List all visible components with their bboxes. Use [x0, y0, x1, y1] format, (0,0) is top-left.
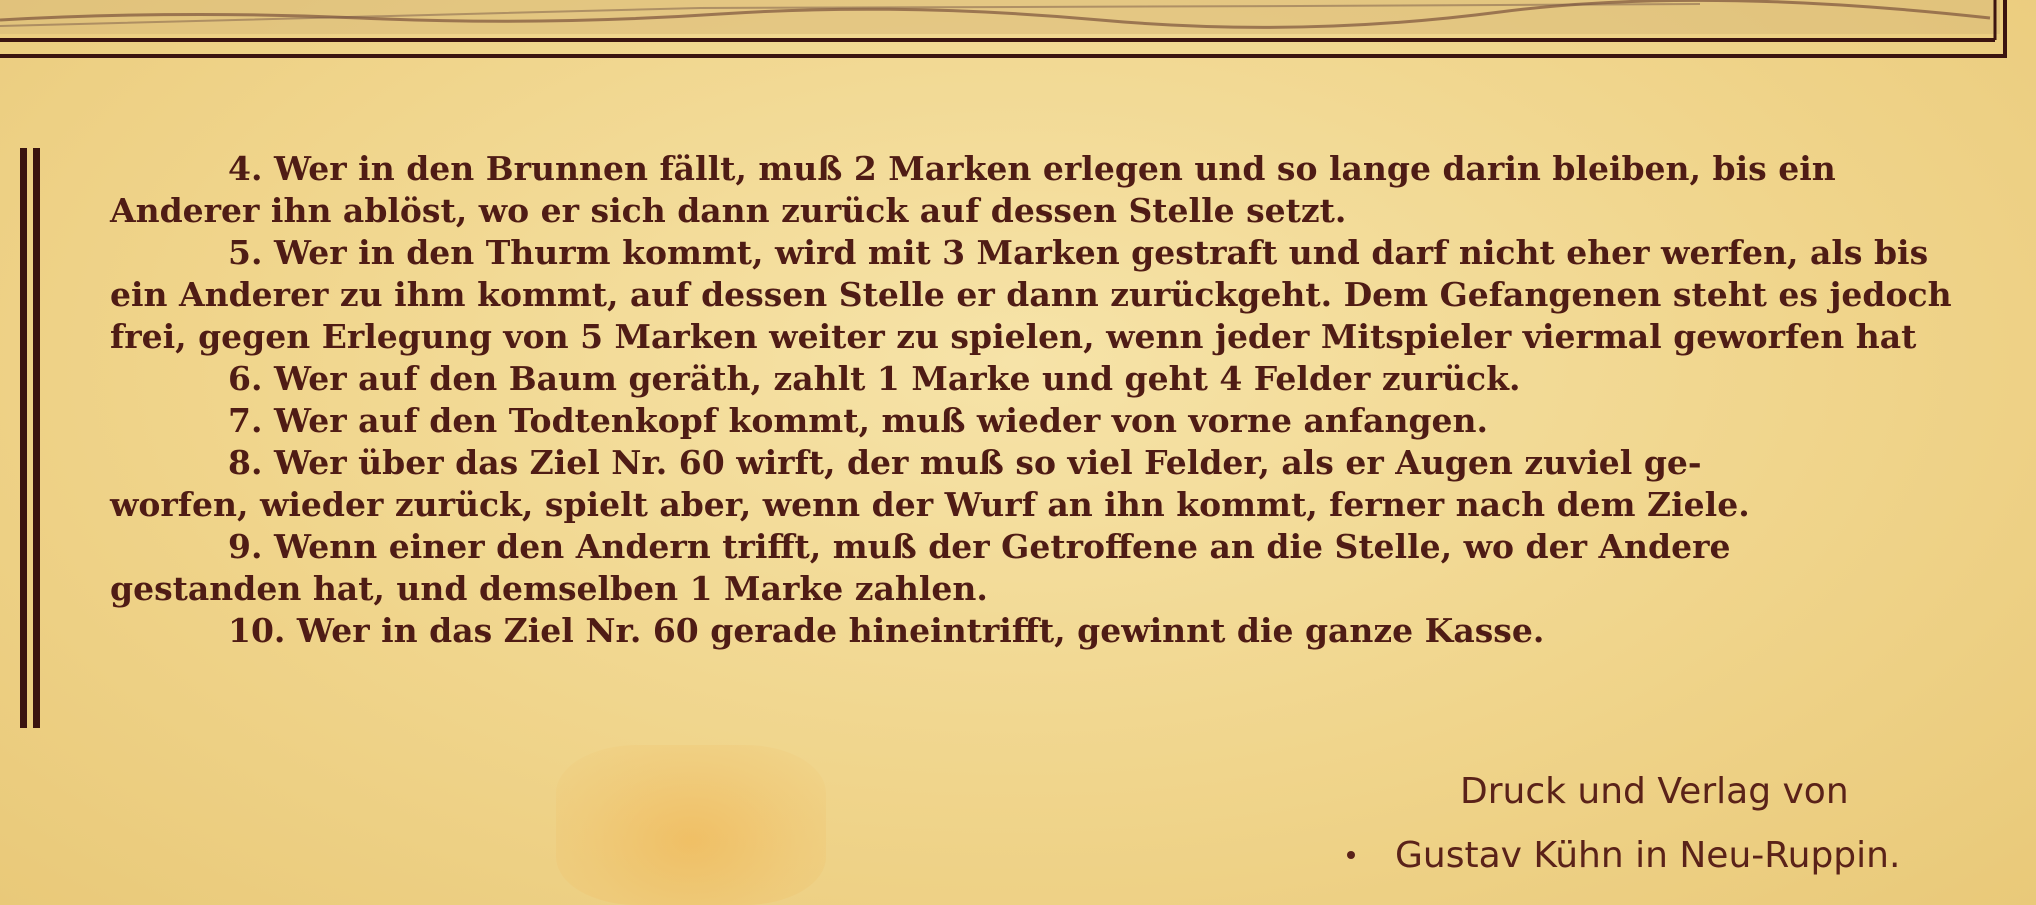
imprint-line-2-text: Gustav Kühn in Neu-Ruppin.: [1395, 835, 1901, 876]
rule-4-line-1: 4. Wer in den Brunnen fällt, muß 2 Marken erlegen und so lange darin bleiben, bis ein: [228, 149, 1836, 188]
top-illustration-border: [0, 0, 2036, 40]
imprint-line-1: Druck und Verlag von: [1460, 771, 1849, 812]
paper-stain: [556, 745, 826, 905]
left-double-rule: [20, 148, 44, 728]
imprint-line-2: [1395, 824, 1955, 888]
bullet-dot: [1347, 851, 1355, 859]
rule-9-line-1: 9. Wenn einer den Andern trifft, muß der Getroffene an die Stelle, wo der Andere: [228, 527, 1731, 566]
rule-7-line-1: 7. Wer auf den Todtenkopf kommt, muß wieder von vorne anfangen.: [228, 401, 1489, 440]
rule-5-line-2: ein Anderer zu ihm kommt, auf dessen Stelle er dann zurückgeht. Dem Gefangenen steht es jedoch: [110, 275, 1952, 314]
rule-8-line-1: 8. Wer über das Ziel Nr. 60 wirft, der muß so viel Felder, als er Augen zuviel ge-: [228, 443, 1702, 482]
rule-5-line-1: 5. Wer in den Thurm kommt, wird mit 3 Marken gestraft und darf nicht eher werfen, als bis: [228, 233, 1929, 272]
rules-text: [110, 148, 1970, 652]
rule-4-line-2: Anderer ihn ablöst, wo er sich dann zurück auf dessen Stelle setzt.: [110, 191, 1347, 230]
rule-6-line-1: 6. Wer auf den Baum geräth, zahlt 1 Marke und geht 4 Felder zurück.: [228, 359, 1521, 398]
rule-9-line-2: gestanden hat, und demselben 1 Marke zahlen.: [110, 569, 988, 608]
publisher-imprint: [1395, 760, 1955, 888]
rule-10-line-1: 10. Wer in das Ziel Nr. 60 gerade hineintrifft, gewinnt die ganze Kasse.: [228, 611, 1545, 650]
rule-8-line-2: worfen, wieder zurück, spielt aber, wenn der Wurf an ihn kommt, ferner nach dem Ziele.: [110, 485, 1750, 524]
border-lines: [0, 0, 2036, 60]
rule-5-line-3: frei, gegen Erlegung von 5 Marken weiter zu spielen, wenn jeder Mitspieler viermal geworfen hat: [110, 317, 1917, 356]
